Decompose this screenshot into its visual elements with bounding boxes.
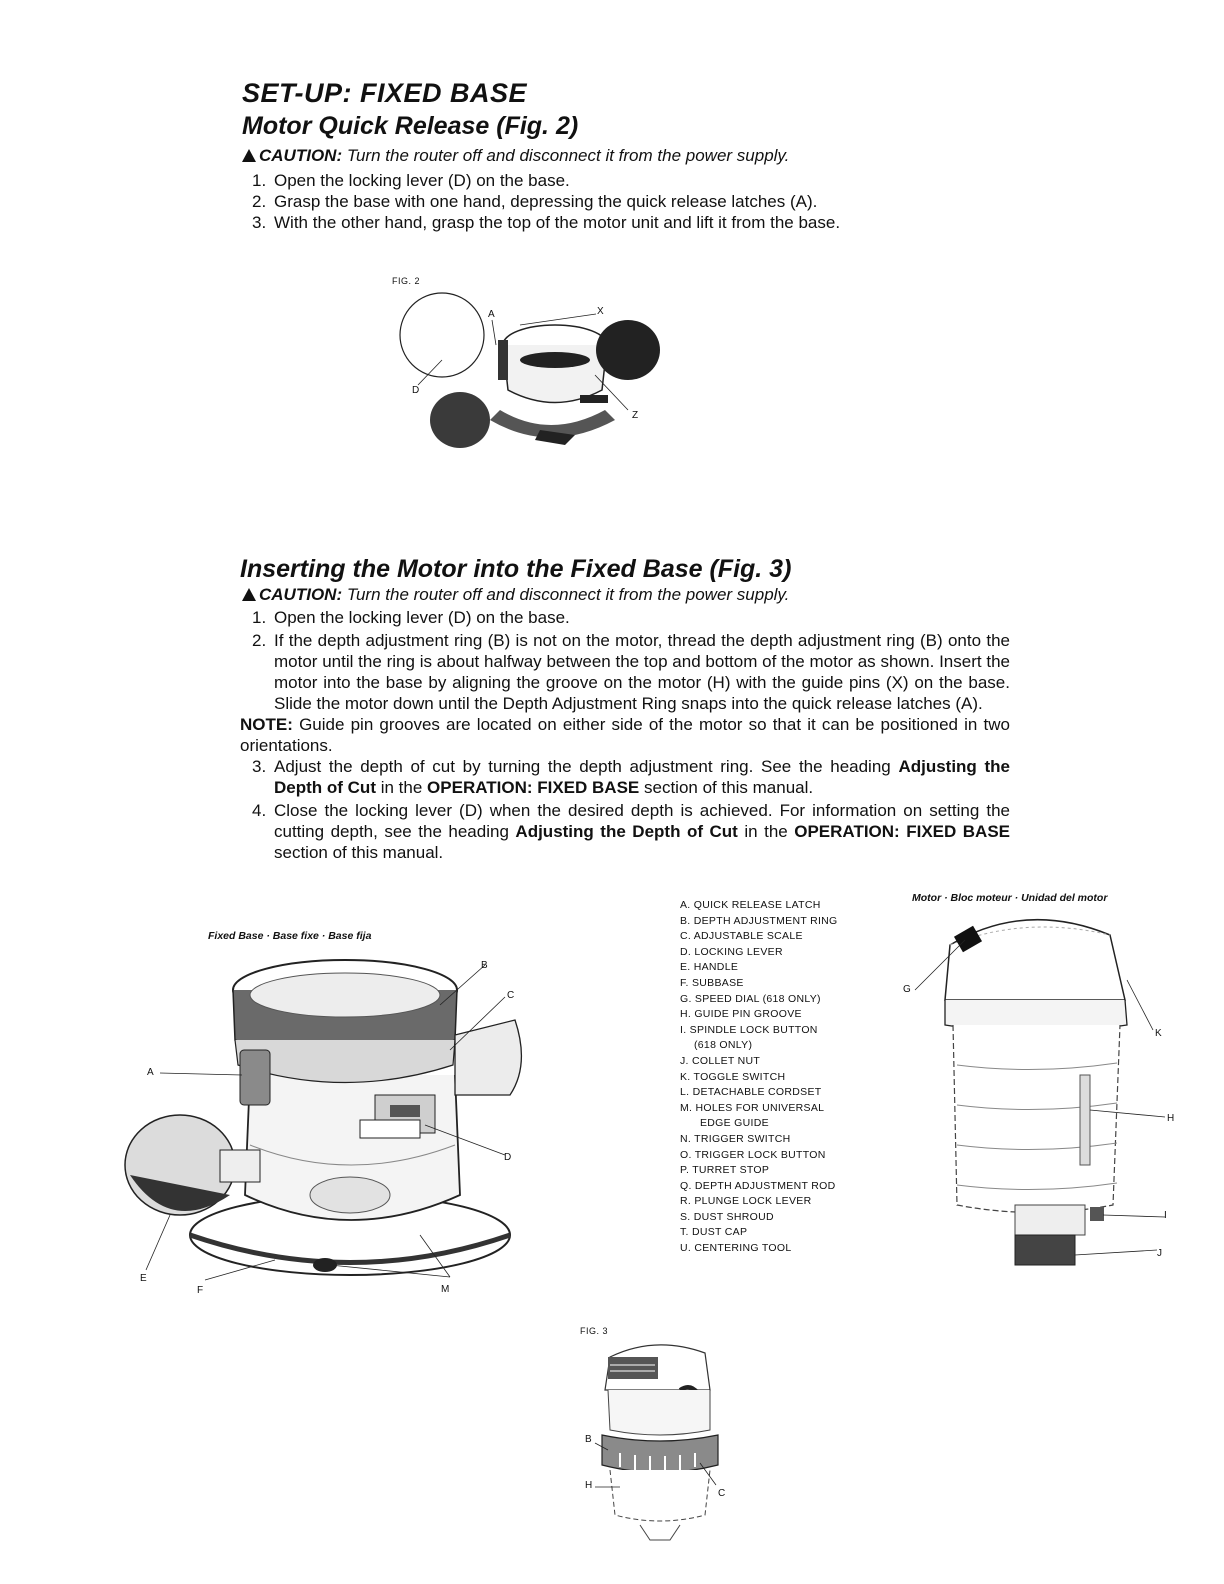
legend-item: R. PLUNGE LOCK LEVER	[680, 1195, 812, 1208]
section-title: SET-UP: FIXED BASE	[242, 78, 528, 108]
caution-text: Turn the router off and disconnect it from the power supply.	[346, 585, 790, 604]
fig2-callout-z: Z	[632, 410, 639, 421]
fig3-callout-h: H	[585, 1480, 593, 1491]
handle-right	[596, 320, 660, 380]
motor-callout-g: G	[903, 984, 911, 995]
fixed-base-callout-d: D	[504, 1152, 512, 1163]
parts-legend	[680, 898, 900, 1257]
motor-callout-i: I	[1164, 1210, 1167, 1221]
section2-title: Inserting the Motor into the Fixed Base (Fig. 3)	[240, 555, 792, 583]
legend-item: P. TURRET STOP	[680, 1164, 770, 1177]
fixed-base-illustration	[110, 945, 550, 1290]
legend-item: C. ADJUSTABLE SCALE	[680, 930, 803, 943]
fig3-callout-c: C	[718, 1488, 726, 1499]
legend-item: N. TRIGGER SWITCH	[680, 1132, 791, 1145]
legend-item: B. DEPTH ADJUSTMENT RING	[680, 914, 838, 927]
motor-caption: Motor · Bloc moteur · Unidad del motor	[912, 892, 1108, 904]
legend-item: S. DUST SHROUD	[680, 1210, 774, 1223]
fixed-base-callout-b: B	[481, 960, 488, 971]
legend-item: U. CENTERING TOOL	[680, 1242, 792, 1255]
legend-item: H. GUIDE PIN GROOVE	[680, 1008, 802, 1021]
fixed-base-callout-f: F	[197, 1285, 204, 1296]
note-label: NOTE:	[240, 715, 293, 734]
fig2-label: FIG. 2	[392, 276, 421, 286]
note	[240, 714, 1010, 756]
legend-item: I. SPINDLE LOCK BUTTON	[680, 1023, 818, 1036]
warning-icon	[242, 149, 256, 162]
warning-icon	[242, 588, 256, 601]
legend-item: D. LOCKING LEVER	[680, 945, 783, 958]
fixed-base-callout-e: E	[140, 1273, 147, 1284]
legend-item: F. SUBBASE	[680, 976, 744, 989]
motor-callout-h: H	[1167, 1113, 1175, 1124]
legend-item: (618 ONLY)	[694, 1039, 753, 1052]
legend-item: EDGE GUIDE	[700, 1117, 769, 1130]
motor-callout-j: J	[1157, 1248, 1162, 1259]
list-item: 1. Open the locking lever (D) on the base.	[252, 608, 570, 627]
fig2-illustration	[390, 290, 670, 460]
zoom-circle	[400, 293, 484, 377]
legend-item: G. SPEED DIAL (618 ONLY)	[680, 992, 821, 1005]
list-item: 4. Close the locking lever (D) when the desired depth is achieved. For information on setting the cutting depth, see the heading Adjusting the Depth of Cut in the OPERATION: FIXED BASE section of this manual.	[252, 801, 1011, 862]
motor-callout-k: K	[1155, 1028, 1162, 1039]
caution-text: Turn the router off and disconnect it from the power supply.	[346, 146, 790, 165]
fig3-callout-b: B	[585, 1434, 592, 1445]
legend-item: O. TRIGGER LOCK BUTTON	[680, 1148, 826, 1161]
list-item: 2. Grasp the base with one hand, depressing the quick release latches (A).	[252, 192, 818, 211]
fig3-illustration	[580, 1335, 740, 1555]
caution-line	[242, 146, 789, 166]
legend-item: Q. DEPTH ADJUSTMENT ROD	[680, 1179, 836, 1192]
fig2-callout-a: A	[488, 309, 495, 320]
fixed-base-callout-m: M	[441, 1284, 450, 1295]
caution-line-2	[242, 585, 789, 605]
caution-label: CAUTION:	[259, 585, 343, 604]
caution-label: CAUTION:	[259, 146, 343, 165]
legend-item: A. QUICK RELEASE LATCH	[680, 899, 821, 911]
fixed-base-callout-a: A	[147, 1067, 154, 1078]
fixed-base-callout-c: C	[507, 990, 515, 1001]
legend-item: K. TOGGLE SWITCH	[680, 1070, 786, 1083]
steps-list	[252, 170, 952, 233]
fig3-label: FIG. 3	[580, 1326, 609, 1336]
legend-item: T. DUST CAP	[680, 1226, 748, 1239]
fig2-callout-x: X	[597, 306, 604, 317]
list-item: 2. If the depth adjustment ring (B) is not on the motor, thread the depth adjustment ring (B) onto the motor until the ring is about halfway between the top and bottom of the motor as shown. Insert the motor into the base by aligning the groove on the motor (H) with the guide pins (X) on the base. Slide the motor down until the Depth Adjustment Ring snaps into the quick release latches (A).	[252, 631, 1010, 713]
note-text: Guide pin grooves are located on either side of the motor so that it can be positioned in two orientations.	[240, 715, 1011, 755]
list-item: 3. Adjust the depth of cut by turning the depth adjustment ring. See the heading Adjusting the Depth of Cut in the OPERATION: FIXED BASE section of this manual.	[252, 757, 1010, 797]
legend-item: L. DETACHABLE CORDSET	[680, 1086, 822, 1099]
legend-item: E. HANDLE	[680, 961, 739, 974]
section2-body	[240, 607, 1011, 863]
section-subtitle: Motor Quick Release (Fig. 2)	[242, 112, 579, 140]
list-item: 1. Open the locking lever (D) on the base.	[252, 171, 570, 190]
handle-left	[430, 392, 490, 448]
motor-illustration	[895, 905, 1185, 1275]
legend-item: J. COLLET NUT	[680, 1054, 761, 1067]
legend-item: M. HOLES FOR UNIVERSAL	[680, 1101, 825, 1114]
list-item: 3. With the other hand, grasp the top of the motor unit and lift it from the base.	[252, 213, 841, 232]
fig2-callout-d: D	[412, 385, 420, 396]
fixed-base-caption: Fixed Base · Base fixe · Base fija	[208, 930, 372, 942]
